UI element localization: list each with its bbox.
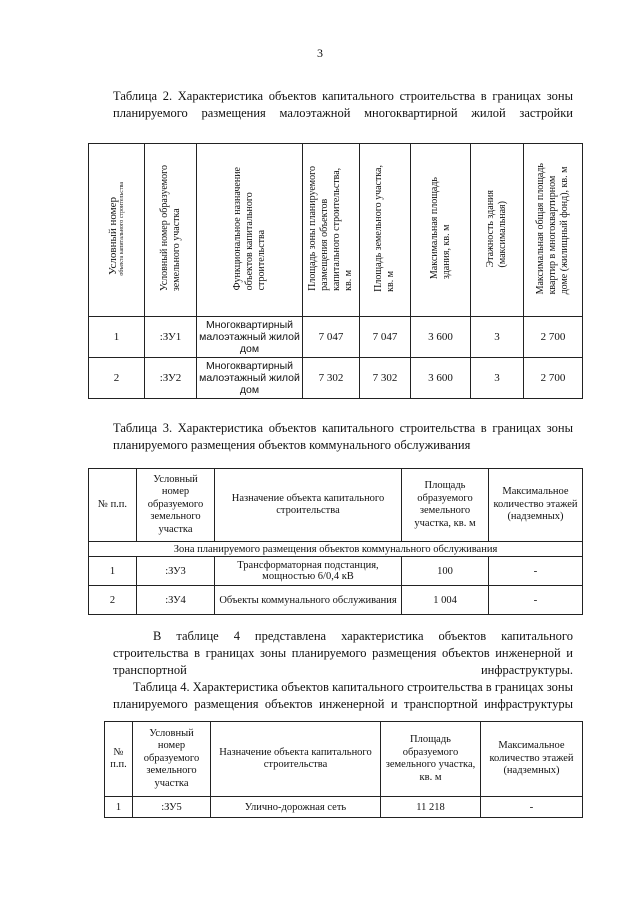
table-header-cell: Максимальное количество этажей (надземных) [489, 469, 583, 542]
table2-header-row [89, 144, 583, 317]
zone-label: Зона планируемого размещения объектов коммунального обслуживания [89, 542, 583, 557]
table-cell: - [489, 557, 583, 586]
table-cell: 3 [471, 317, 524, 358]
table2-header-text: Максимальная площадь здания, кв. м [428, 177, 452, 280]
table-header-cell: Максимальное количество этажей (надземных) [481, 722, 583, 797]
table-cell: 11 218 [381, 797, 481, 818]
table-header-cell: Площадь образуемого земельного участка, кв. м [381, 722, 481, 797]
table2-header-cell [471, 144, 524, 317]
body-paragraph: В таблице 4 представлена характеристика объектов капитального строительства в границах зоны планируемого размещения объектов инженерной и транспортной инфраструктуры. [113, 629, 573, 677]
table2-header-cell [303, 144, 360, 317]
table-cell: Трансформаторная подстанция, мощностью 6/0,4 кВ [215, 557, 402, 586]
table-cell: 2 700 [524, 317, 583, 358]
table2-header-cell [524, 144, 583, 317]
table-cell: Многоквартирный малоэтажный жилой дом [197, 358, 303, 399]
table-header-cell: Условный номер образуемого земельного участка [137, 469, 215, 542]
table3-header-row [89, 469, 583, 542]
table-cell: :ЗУ1 [145, 317, 197, 358]
table2-header-cell [89, 144, 145, 317]
table-cell: 2 [89, 358, 145, 399]
zone-row [89, 542, 583, 557]
table-cell: :ЗУ3 [137, 557, 215, 586]
table-cell: 3 [471, 358, 524, 399]
table-header-cell: № п.п. [105, 722, 133, 797]
table-header-cell: Назначение объекта капитального строительства [211, 722, 381, 797]
table-cell: 1 [89, 317, 145, 358]
table2 [88, 143, 583, 399]
table3 [88, 468, 583, 615]
table-cell: Объекты коммунального обслуживания [215, 586, 402, 615]
table2-caption: Таблица 2. Характеристика объектов капитального строительства в границах зоны планируемого размещения малоэтажной многоквартирной жилой застройки [113, 89, 573, 120]
table-cell: :ЗУ4 [137, 586, 215, 615]
table2-header-text: Функциональное назначение объектов капитального строительства [231, 166, 267, 291]
table-row [89, 317, 583, 358]
table-cell: 7 302 [303, 358, 360, 399]
table2-header-cell [411, 144, 471, 317]
table2-header-text: Этажность здания (максимальная) [485, 189, 508, 268]
table-cell: Многоквартирный малоэтажный жилой дом [197, 317, 303, 358]
table2-header-text: Условный номер образуемого земельного участка [158, 165, 182, 292]
table-cell: 1 [89, 557, 137, 586]
page-number: 3 [317, 46, 323, 60]
table-header-cell: Условный номер образуемого земельного участка [133, 722, 211, 797]
table-cell: 3 600 [411, 358, 471, 399]
table2-header-cell [197, 144, 303, 317]
table-row [89, 557, 583, 586]
table-cell: 1 [105, 797, 133, 818]
table4 [104, 721, 583, 818]
table4-caption: Таблица 4. Характеристика объектов капитального строительства в границах зоны планируемого размещения объектов инженерной и транспортной инфраструктуры [113, 680, 573, 711]
table-cell: 2 700 [524, 358, 583, 399]
table-header-cell: Площадь образуемого земельного участка, кв. м [402, 469, 489, 542]
table-row [105, 797, 583, 818]
table2-header-text: Площадь зоны планируемого размещения объектов капитального строительства, кв. м [307, 166, 354, 291]
table-cell: :ЗУ5 [133, 797, 211, 818]
table3-caption: Таблица 3. Характеристика объектов капитального строительства в границах зоны планируемого размещения объектов коммунального обслуживания [113, 421, 573, 452]
table-cell: 2 [89, 586, 137, 615]
table-cell: 7 047 [303, 317, 360, 358]
table2-header-text: Условный номер [107, 197, 119, 276]
table-cell: 7 302 [360, 358, 411, 399]
table2-header-text: Площадь земельного участка, кв. м [373, 165, 396, 292]
table-cell: :ЗУ2 [145, 358, 197, 399]
table-cell: 100 [402, 557, 489, 586]
table2-header-cell [145, 144, 197, 317]
table-cell: Улично-дорожная сеть [211, 797, 381, 818]
table-header-cell: Назначение объекта капитального строительства [215, 469, 402, 542]
table4-header-row [105, 722, 583, 797]
table-cell: - [481, 797, 583, 818]
table-cell: 1 004 [402, 586, 489, 615]
table2-header-text-small: объекта капитального строительства [119, 181, 125, 276]
table-cell: - [489, 586, 583, 615]
table-header-cell: № п.п. [89, 469, 137, 542]
table2-header-cell [360, 144, 411, 317]
table2-header-text: Максимальная общая площадь квартир в многоквартирном доме (жилищный фонд), кв. м [535, 162, 570, 295]
table-row [89, 358, 583, 399]
table-cell: 7 047 [360, 317, 411, 358]
table-cell: 3 600 [411, 317, 471, 358]
table-row [89, 586, 583, 615]
